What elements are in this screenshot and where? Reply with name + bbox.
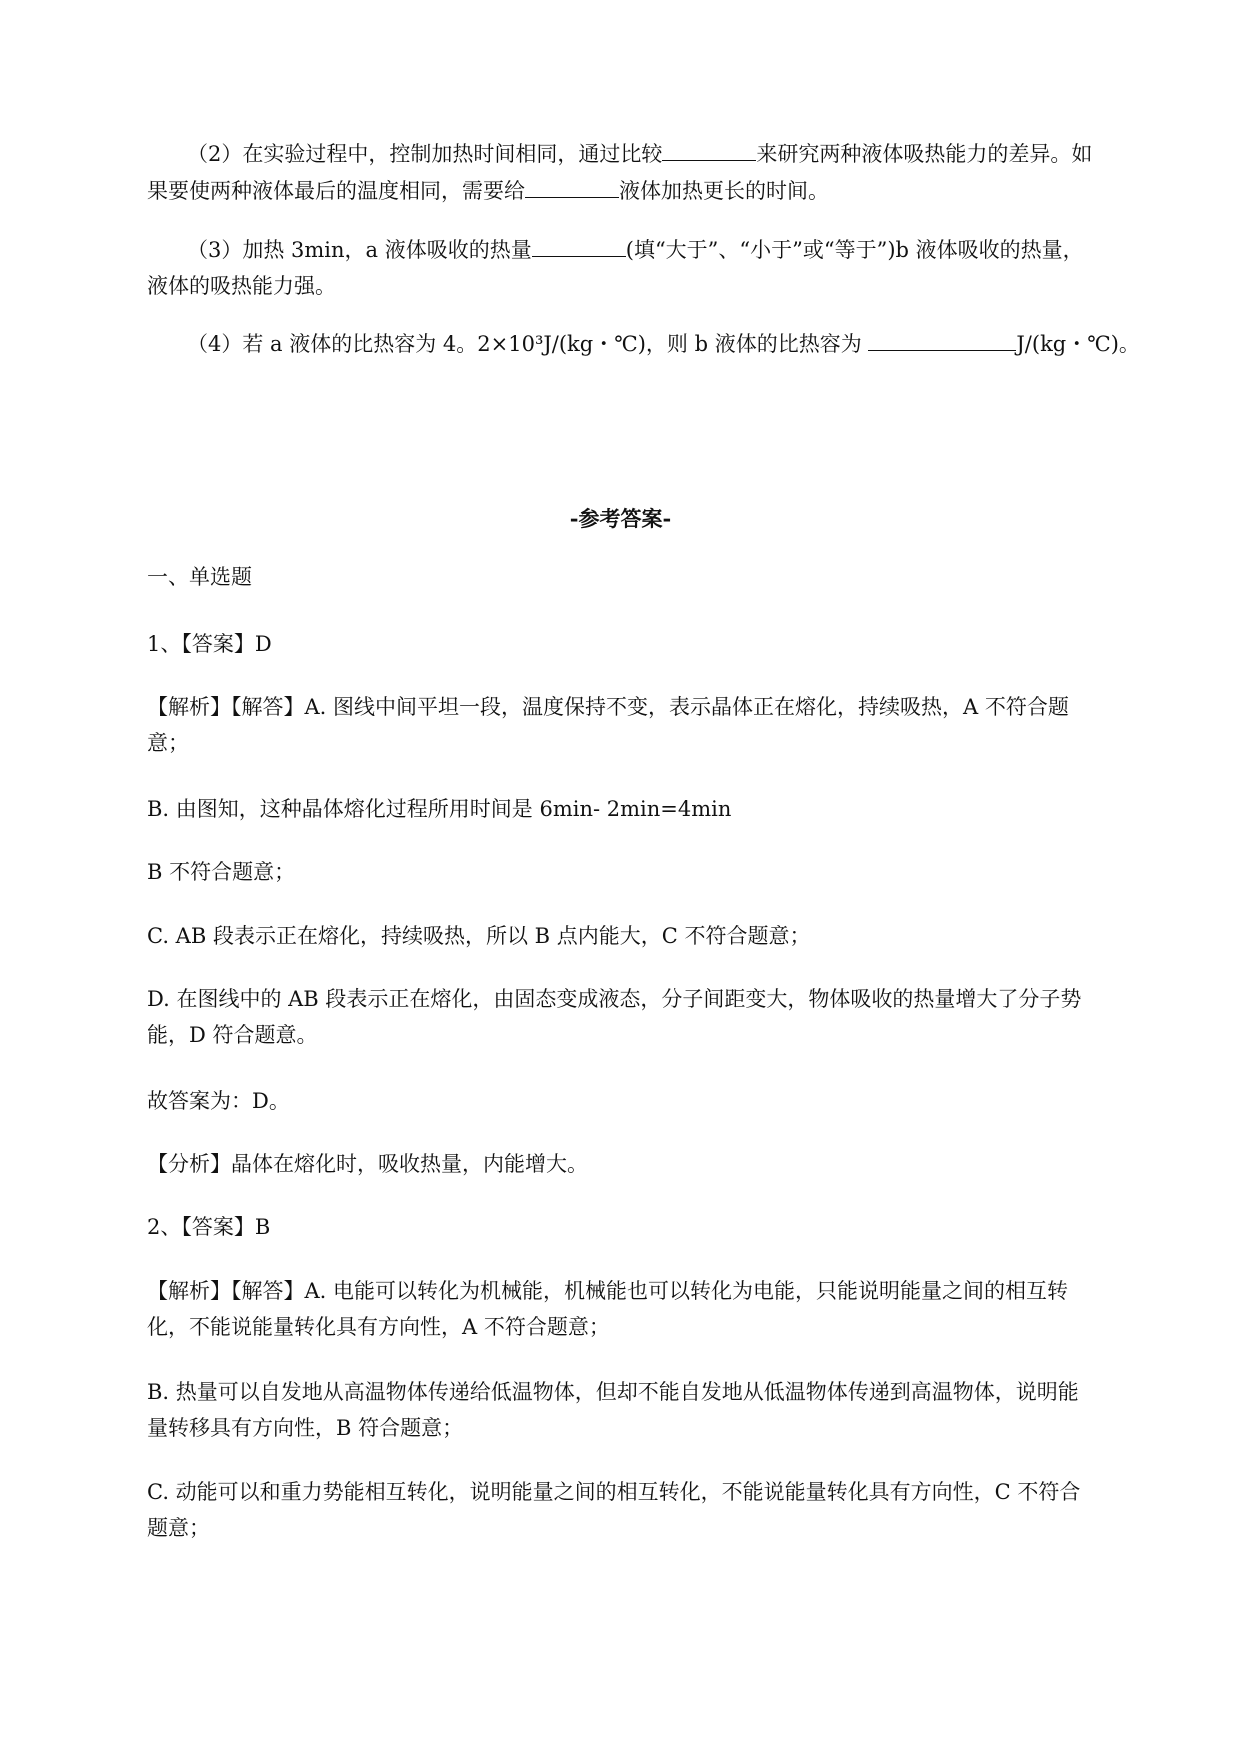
analysis-text: C. 动能可以和重力势能相互转化，说明能量之间的相互转化，不能说能量转化具有方向性，C 不符合: [147, 1480, 1081, 1504]
analysis-text: B. 由图知，这种晶体熔化过程所用时间是 6min- 2min=4min: [147, 797, 732, 821]
answer-2-heading: 2、【答案】B: [147, 1215, 271, 1239]
analysis-text: 能，D 符合题意。: [147, 1023, 318, 1047]
summary-text: 【分析】晶体在熔化时，吸收热量，内能增大。: [147, 1152, 588, 1176]
analysis-text: B. 热量可以自发地从高温物体传递给低温物体，但却不能自发地从低温物体传递到高温物体，说明能: [147, 1380, 1079, 1404]
answer-blank[interactable]: [532, 236, 626, 257]
answer-blank[interactable]: [525, 177, 619, 198]
q4-line: （4）若 a 液体的比热容为 4。2×10³J/(kg・℃)，则 b 液体的比热容为 J/(kg・℃)。: [187, 332, 1140, 356]
analysis-text: 【解析】【解答】A. 图线中间平坦一段，温度保持不变，表示晶体正在熔化，持续吸热，A 不符合题: [147, 695, 1069, 719]
analysis-text: D. 在图线中的 AB 段表示正在熔化，由固态变成液态，分子间距变大，物体吸收的热量增大了分子势: [147, 987, 1082, 1011]
analysis-text: B 不符合题意；: [147, 860, 296, 884]
analysis-text: 化，不能说能量转化具有方向性，A 不符合题意；: [147, 1315, 610, 1339]
q3-line-2: 液体的吸热能力强。: [147, 274, 336, 298]
answer-1-heading: 1、【答案】D: [147, 632, 272, 656]
conclusion-text: 故答案为：D。: [147, 1089, 290, 1113]
analysis-text: 【解析】【解答】A. 电能可以转化为机械能，机械能也可以转化为电能，只能说明能量之间的相互转: [147, 1279, 1069, 1303]
analysis-text: 量转移具有方向性，B 符合题意；: [147, 1416, 464, 1440]
analysis-text: 题意；: [147, 1516, 210, 1540]
answer-key-title: -参考答案-: [569, 506, 672, 531]
analysis-text: 意；: [147, 731, 189, 755]
analysis-text: C. AB 段表示正在熔化，持续吸热，所以 B 点内能大，C 不符合题意；: [147, 924, 811, 948]
q2-line-1: （2）在实验过程中，控制加热时间相同，通过比较 来研究两种液体吸热能力的差异。如: [187, 142, 1093, 166]
q2-line-2: 果要使两种液体最后的温度相同，需要给 液体加热更长的时间。: [147, 179, 829, 203]
answer-blank[interactable]: [868, 330, 1016, 351]
q3-line-1: （3）加热 3min，a 液体吸收的热量 (填“大于”、“小于”或“等于”)b 液体吸收的热量，: [187, 238, 1084, 262]
section-heading: 一、单选题: [147, 565, 252, 589]
answer-blank[interactable]: [662, 140, 756, 161]
